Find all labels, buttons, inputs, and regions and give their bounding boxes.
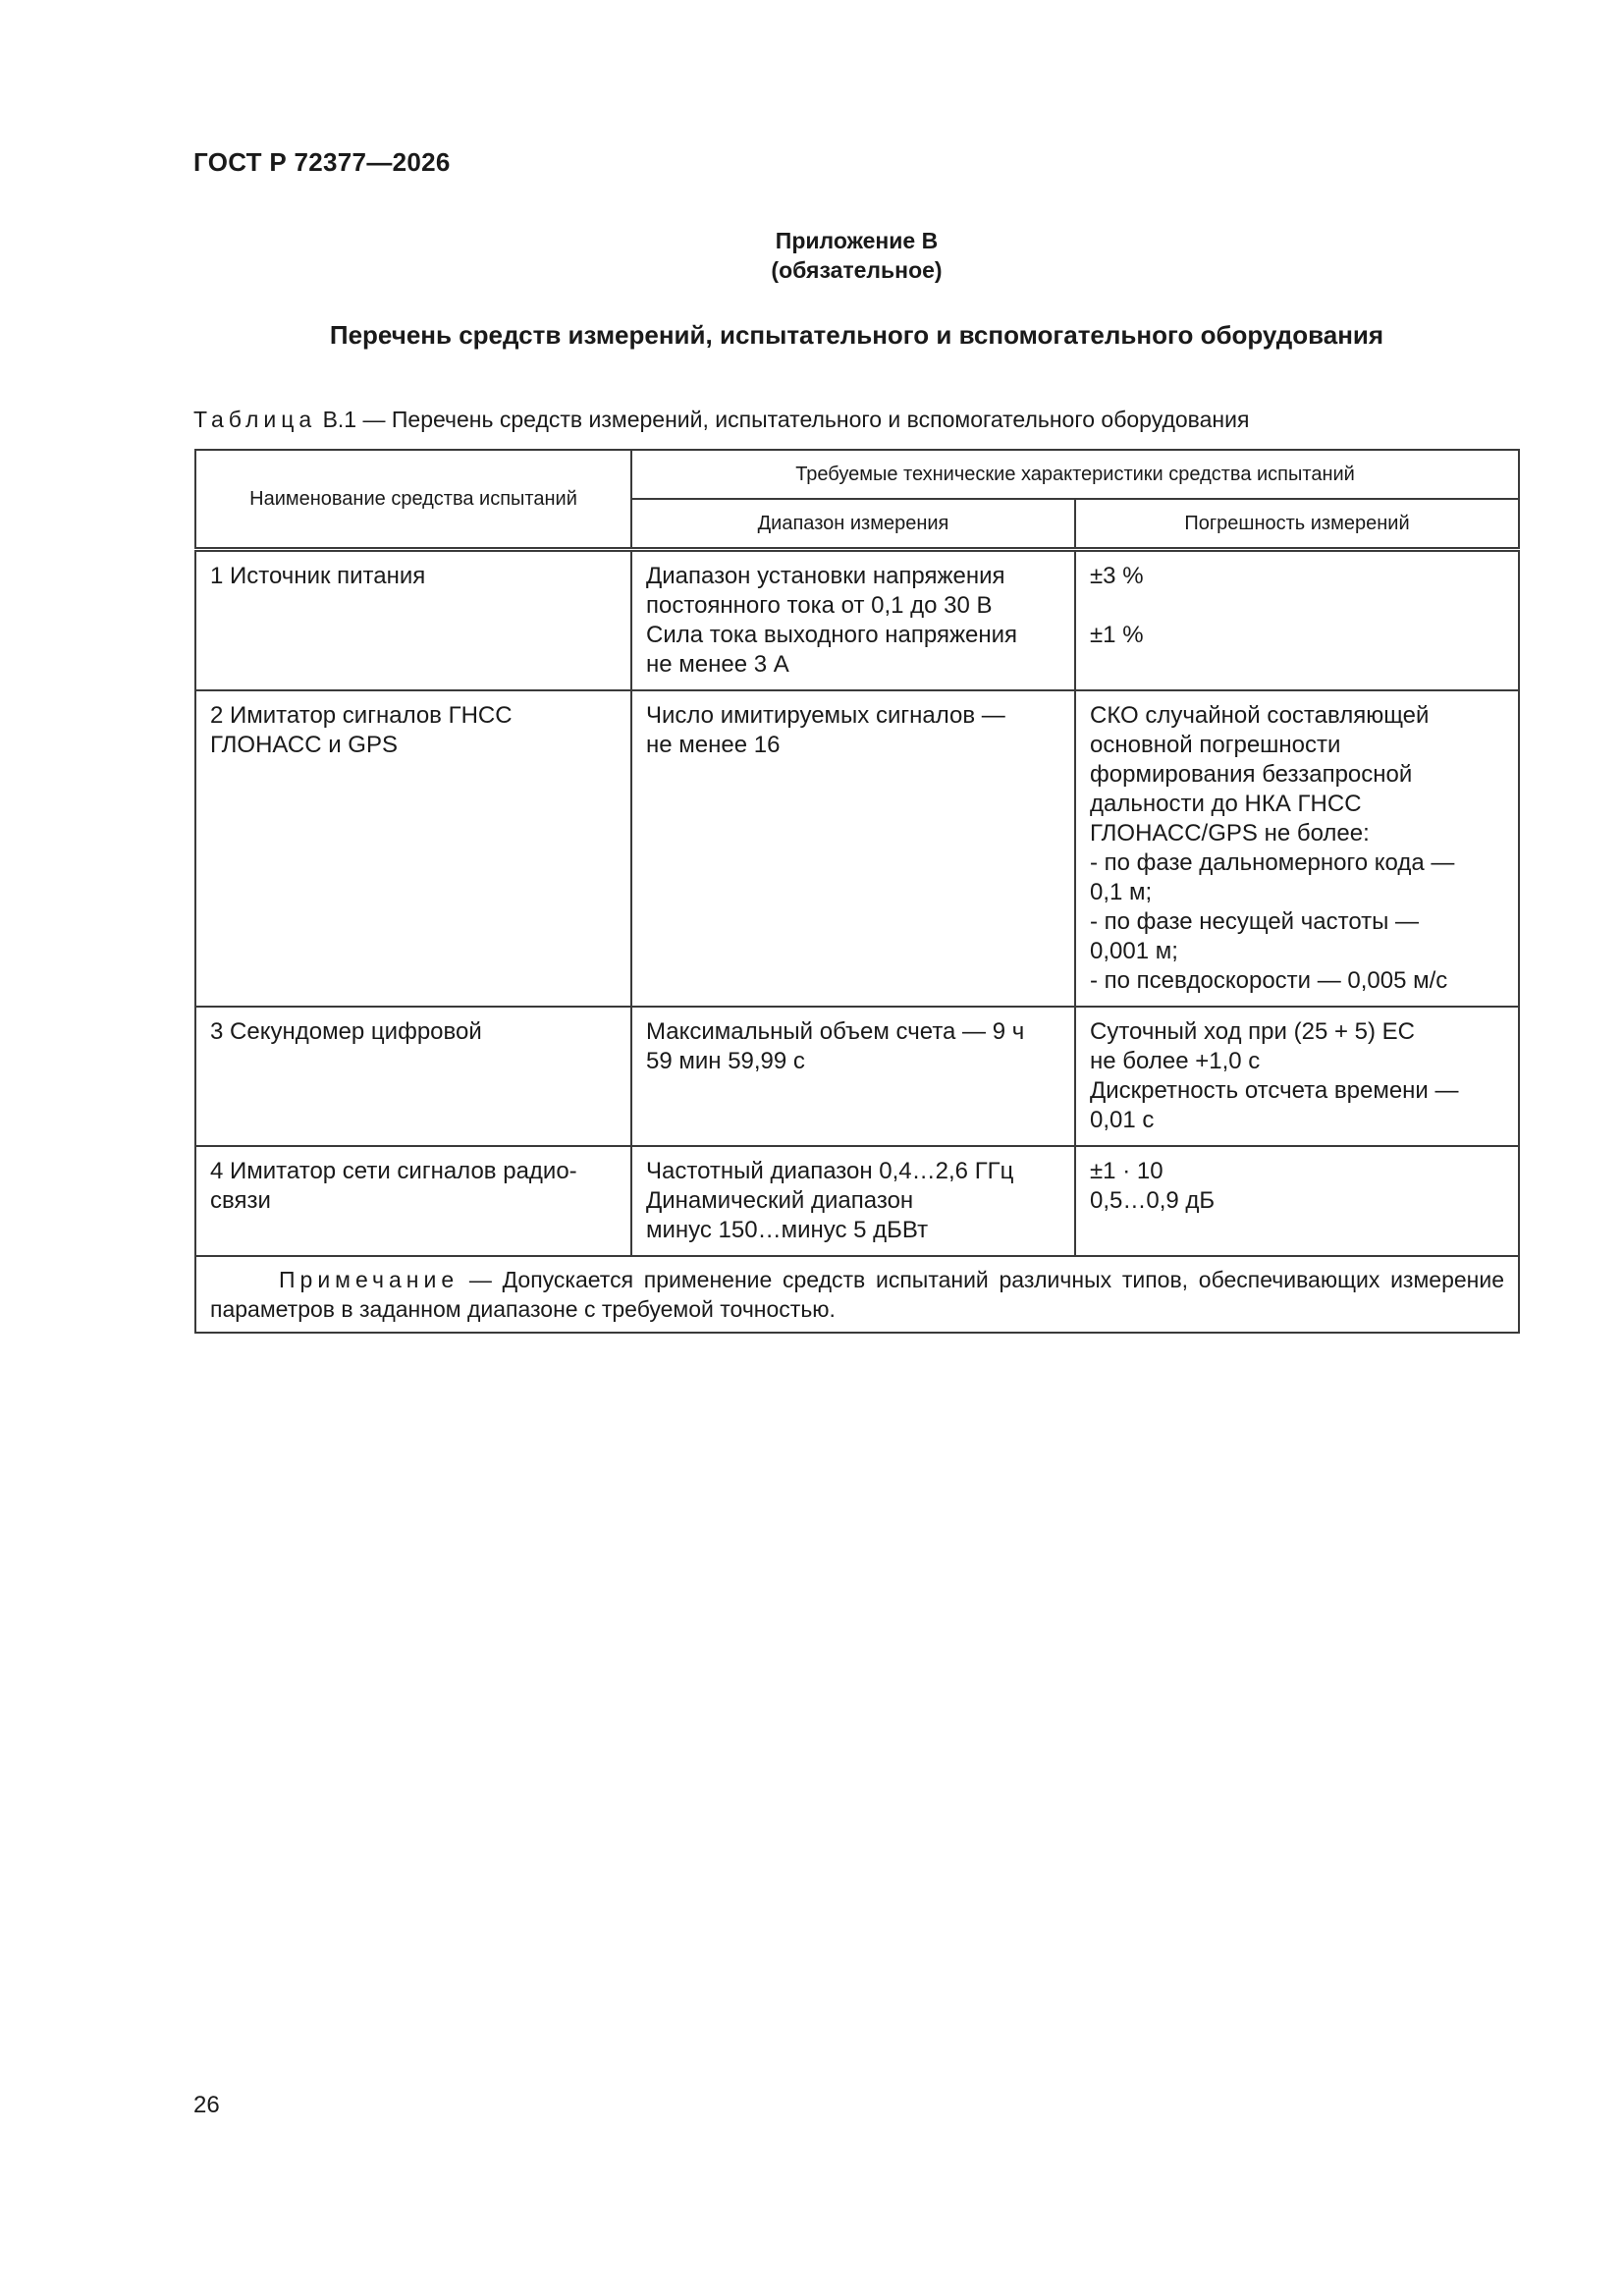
cell-line: Максимальный объем счета — 9 ч xyxy=(646,1018,1025,1045)
cell-line: 0,1 м; xyxy=(1090,879,1153,905)
cell-line: Динамический диапазон xyxy=(646,1187,914,1214)
annex-title: Приложение В xyxy=(775,228,939,253)
cell-line: - по фазе дальномерного кода — xyxy=(1090,849,1455,876)
cell-line: 4 Имитатор сети сигналов радио- xyxy=(210,1158,577,1184)
equipment-name-cell xyxy=(195,550,631,691)
cell-line: ГЛОНАСС и GPS xyxy=(210,732,398,758)
cell-line: 0,01 с xyxy=(1090,1107,1155,1133)
cell-line: 0,001 м; xyxy=(1090,938,1178,964)
cell-line: не более +1,0 с xyxy=(1090,1048,1261,1074)
note-label: Примечание xyxy=(279,1267,460,1292)
cell-line: связи xyxy=(210,1187,271,1214)
page-number: 26 xyxy=(193,2092,220,2118)
cell-line: основной погрешности xyxy=(1090,732,1341,758)
table-row xyxy=(195,550,1519,691)
measurement-range-cell xyxy=(631,690,1075,1007)
cell-line: 2 Имитатор сигналов ГНСС xyxy=(210,702,513,729)
cell-line: ±3 % xyxy=(1090,563,1144,589)
measurement-error-cell xyxy=(1075,1146,1519,1256)
equipment-name-cell xyxy=(195,1146,631,1256)
note-row xyxy=(195,1256,1519,1333)
table-row xyxy=(195,690,1519,1007)
cell-line: Суточный ход при (25 + 5) ЕС xyxy=(1090,1018,1415,1045)
table-body xyxy=(195,550,1519,1257)
cell-line: Число имитируемых сигналов — xyxy=(646,702,1005,729)
cell-line: постоянного тока от 0,1 до 30 В xyxy=(646,592,993,619)
cell-line: 0,5…0,9 дБ xyxy=(1090,1187,1216,1214)
table-note xyxy=(195,1256,1519,1333)
cell-line: минус 150…минус 5 дБВт xyxy=(646,1217,929,1243)
blank-line xyxy=(1090,591,1504,621)
measurement-range-cell xyxy=(631,1146,1075,1256)
cell-line: 3 Секундомер цифровой xyxy=(210,1018,482,1045)
equipment-table xyxy=(194,449,1520,1334)
cell-line: ±1 · 10 xyxy=(1090,1158,1163,1184)
cell-line: формирования беззапросной xyxy=(1090,761,1413,788)
measurement-range-cell xyxy=(631,1007,1075,1146)
cell-line: ГЛОНАСС/GPS не более: xyxy=(1090,820,1370,847)
table-row xyxy=(195,1146,1519,1256)
document-code: ГОСТ Р 72377—2026 xyxy=(193,147,451,177)
table-row xyxy=(195,1007,1519,1146)
measurement-range-cell xyxy=(631,550,1075,691)
cell-line: Диапазон установки напряжения xyxy=(646,563,1005,589)
table-caption-label: Таблица xyxy=(193,407,317,432)
table-caption-text: В.1 — Перечень средств измерений, испытательного и вспомогательного оборудования xyxy=(316,407,1250,432)
cell-line: дальности до НКА ГНСС xyxy=(1090,791,1362,817)
cell-line: Сила тока выходного напряжения xyxy=(646,622,1017,648)
cell-line: ±1 % xyxy=(1090,622,1144,648)
measurement-error-cell xyxy=(1075,1007,1519,1146)
cell-line: Частотный диапазон 0,4…2,6 ГГц xyxy=(646,1158,1014,1184)
cell-line: СКО случайной составляющей xyxy=(1090,702,1430,729)
measurement-error-cell xyxy=(1075,550,1519,691)
header-error: Погрешность измерений xyxy=(1075,499,1519,550)
equipment-name-cell xyxy=(195,1007,631,1146)
cell-line: - по псевдоскорости — 0,005 м/с xyxy=(1090,967,1448,994)
cell-line: Дискретность отсчета времени — xyxy=(1090,1077,1459,1104)
header-name: Наименование средства испытаний xyxy=(195,450,631,550)
section-title: Перечень средств измерений, испытательного и вспомогательного оборудования xyxy=(329,320,1384,350)
note-text: — Допускается применение средств испытаний различных типов, обеспечивающих измерение параметров в заданном диапазоне с требуемой точностью. xyxy=(210,1267,1505,1322)
cell-line: не менее 3 А xyxy=(646,651,789,678)
header-range: Диапазон измерения xyxy=(631,499,1075,550)
cell-line: 1 Источник питания xyxy=(210,563,426,589)
cell-line: - по фазе несущей частоты — xyxy=(1090,908,1420,935)
cell-line: не менее 16 xyxy=(646,732,781,758)
table-header-row xyxy=(195,450,1519,499)
cell-line: 59 мин 59,99 с xyxy=(646,1048,805,1074)
measurement-error-cell xyxy=(1075,690,1519,1007)
equipment-name-cell xyxy=(195,690,631,1007)
header-group: Требуемые технические характеристики средства испытаний xyxy=(631,450,1519,499)
annex-status: (обязательное) xyxy=(771,257,943,283)
table-caption xyxy=(193,407,1249,433)
